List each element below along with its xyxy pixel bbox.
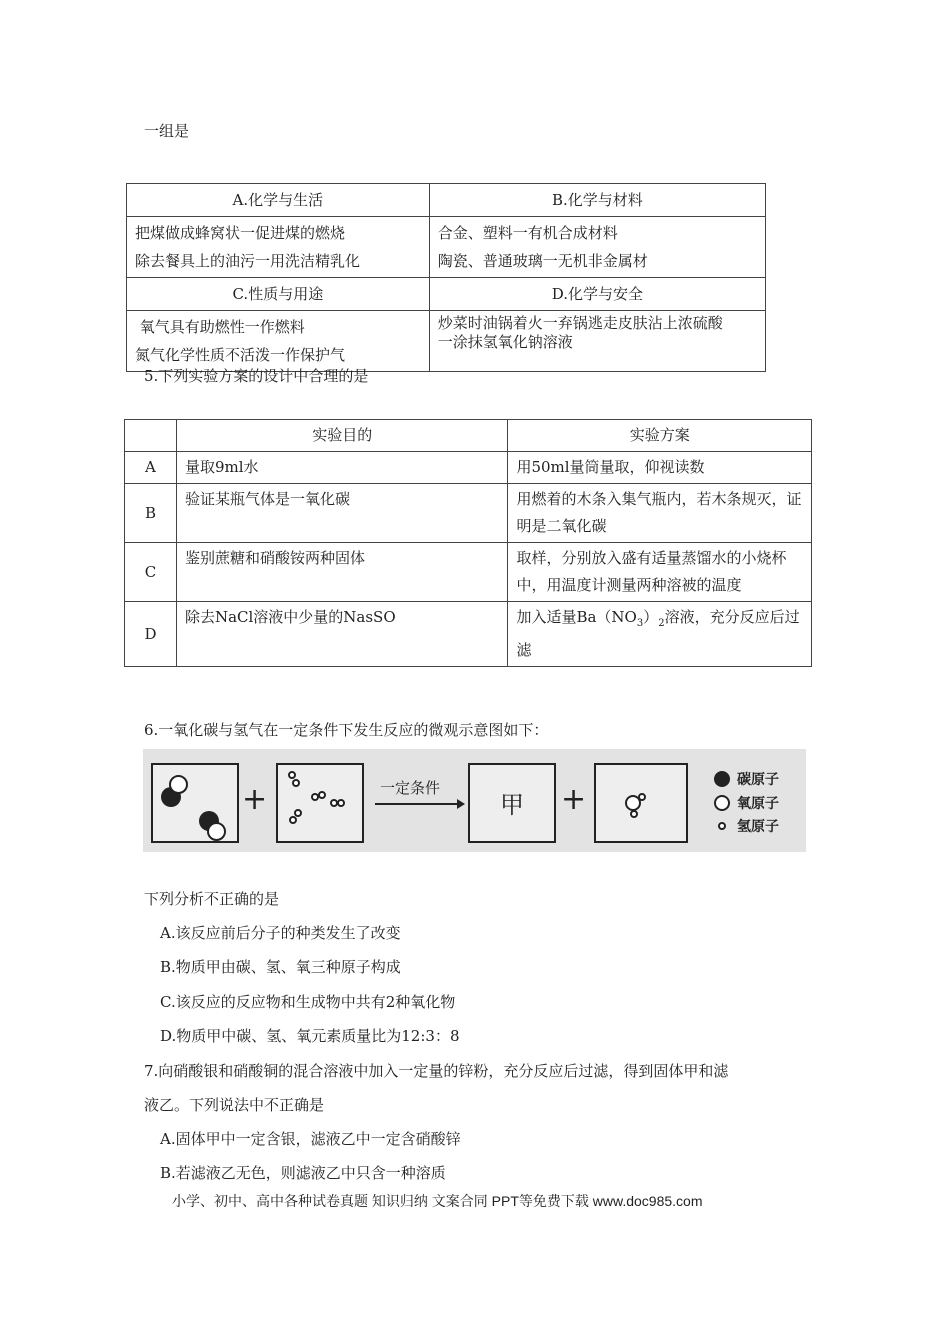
plan-text: 溶液，充分反应后过滤 — [516, 608, 800, 659]
subscript: 2 — [658, 618, 665, 629]
q6-stem: 6.一氧化碳与氢气在一定条件下发生反应的微观示意图如下： — [144, 721, 549, 739]
q6-option-a: A.该反应前后分子的种类发生了改变 — [160, 924, 401, 942]
cell-line: 把煤做成蜂窝状一促进煤的燃烧 — [135, 224, 346, 242]
table-row — [127, 217, 766, 278]
q6-option-c: C.该反应的反应物和生成物中共有2种氧化物 — [160, 993, 456, 1011]
intro-line: 一组是 — [144, 122, 190, 140]
table-cell: 取样，分别放入盛有适量蒸馏水的小烧杯中，用温度计测量两种溶被的温度 — [508, 543, 812, 602]
plan-text: 加入适量Ba（NO — [516, 608, 637, 626]
product-water-box — [594, 763, 688, 843]
arrow-icon — [375, 797, 465, 811]
legend-oxygen: 氧原子 — [737, 796, 779, 812]
hydrogen-atom-icon — [318, 791, 326, 799]
row-label: A — [125, 452, 177, 484]
reactant-co-box — [151, 763, 239, 843]
reactant-h2-box — [276, 763, 364, 843]
table-cell — [508, 602, 812, 667]
table-cell — [125, 420, 177, 452]
table-cell — [127, 217, 430, 278]
hydrogen-atom-icon — [337, 799, 345, 807]
table-cell: 用燃着的木条入集气瓶内，若木条规灭，证明是二氧化碳 — [508, 484, 812, 543]
hydrogen-atom-icon — [288, 771, 296, 779]
table-row — [125, 602, 812, 667]
cell-line: 一涂抹氢氧化钠溶液 — [437, 333, 573, 351]
subscript: 3 — [636, 618, 644, 629]
hydrogen-atom-icon — [292, 779, 300, 787]
q7-stem-line1: 7.向硝酸银和硝酸铜的混合溶液中加入一定量的锌粉，充分反应后过滤，得到固体甲和滤 — [144, 1062, 729, 1080]
table-cell: 验证某瓶气体是一氧化碳 — [176, 484, 507, 543]
carbon-atom-icon — [714, 771, 730, 787]
table-row — [125, 543, 812, 602]
experiment-table — [124, 419, 812, 667]
table-cell: 量取9ml水 — [176, 452, 507, 484]
q6-option-d: D.物质甲中碳、氢、氧元素质量比为12:3：8 — [160, 1027, 460, 1045]
q5-stem: 5.下列实验方案的设计中合理的是 — [144, 367, 369, 385]
hydrogen-atom-icon — [718, 822, 726, 830]
cell-line: 除去餐具上的油污一用洗洁精乳化 — [135, 252, 361, 270]
table-cell: 用50ml量筒量取，仰视读数 — [508, 452, 812, 484]
plus-icon: + — [242, 782, 268, 817]
q6-prompt: 下列分析不正确的是 — [144, 890, 280, 908]
table-cell: D.化学与安全 — [429, 278, 765, 311]
row-label: C — [125, 543, 177, 602]
page-footer: 小学、初中、高中各种试卷真题 知识归纳 文案合同 PPT等免费下载 www.doc985.com — [172, 1193, 703, 1209]
table-cell — [127, 311, 430, 372]
oxygen-atom-icon — [207, 822, 226, 841]
table-header: 实验方案 — [508, 420, 812, 452]
table-cell — [429, 217, 765, 278]
row-label: B — [125, 484, 177, 543]
product-jia-box — [468, 763, 556, 843]
cell-line: 合金、塑料一有机合成材料 — [437, 224, 618, 242]
oxygen-atom-icon — [714, 795, 730, 811]
table-cell: 鉴别蔗糖和硝酸铵两种固体 — [176, 543, 507, 602]
q6-option-b: B.物质甲由碳、氢、氧三种原子构成 — [160, 958, 401, 976]
legend-hydrogen: 氢原子 — [737, 819, 779, 835]
cell-line: 氧气具有助燃性一作燃料 — [135, 318, 305, 336]
hydrogen-atom-icon — [289, 816, 297, 824]
table-row — [125, 452, 812, 484]
plus-icon: + — [561, 782, 587, 817]
reaction-condition: 一定条件 — [380, 779, 441, 797]
table-cell: C.性质与用途 — [127, 278, 430, 311]
table-row — [127, 184, 766, 217]
q7-stem-line2: 液乙。下列说法中不正确是 — [144, 1096, 325, 1114]
table-cell: A.化学与生活 — [127, 184, 430, 217]
table-cell — [429, 311, 765, 372]
oxygen-atom-icon — [169, 775, 188, 794]
table-row — [125, 420, 812, 452]
q7-option-a: A.固体甲中一定含银，滤液乙中一定含硝酸锌 — [160, 1130, 461, 1148]
table-row — [127, 311, 766, 372]
cell-line: 陶瓷、普通玻璃一无机非金属材 — [437, 252, 648, 270]
table-row — [127, 278, 766, 311]
cell-line: 氮气化学性质不活泼一作保护气 — [135, 346, 346, 364]
hydrogen-atom-icon — [630, 810, 638, 818]
row-label: D — [125, 602, 177, 667]
table-cell: B.化学与材料 — [429, 184, 765, 217]
hydrogen-atom-icon — [638, 793, 646, 801]
q7-option-b: B.若滤液乙无色，则滤液乙中只含一种溶质 — [160, 1164, 446, 1182]
cell-line: 炒菜时油锅着火一弃锅逃走皮肤沾上浓硫酸 — [437, 314, 723, 332]
table-cell: 除去NaCl溶液中少量的NasSO — [176, 602, 507, 667]
legend-carbon: 碳原子 — [737, 772, 779, 788]
table-row — [125, 484, 812, 543]
product-label: 甲 — [500, 791, 524, 819]
plan-text: ） — [643, 608, 659, 626]
knowledge-table — [126, 183, 766, 372]
table-header: 实验目的 — [176, 420, 507, 452]
reaction-diagram — [143, 749, 806, 852]
